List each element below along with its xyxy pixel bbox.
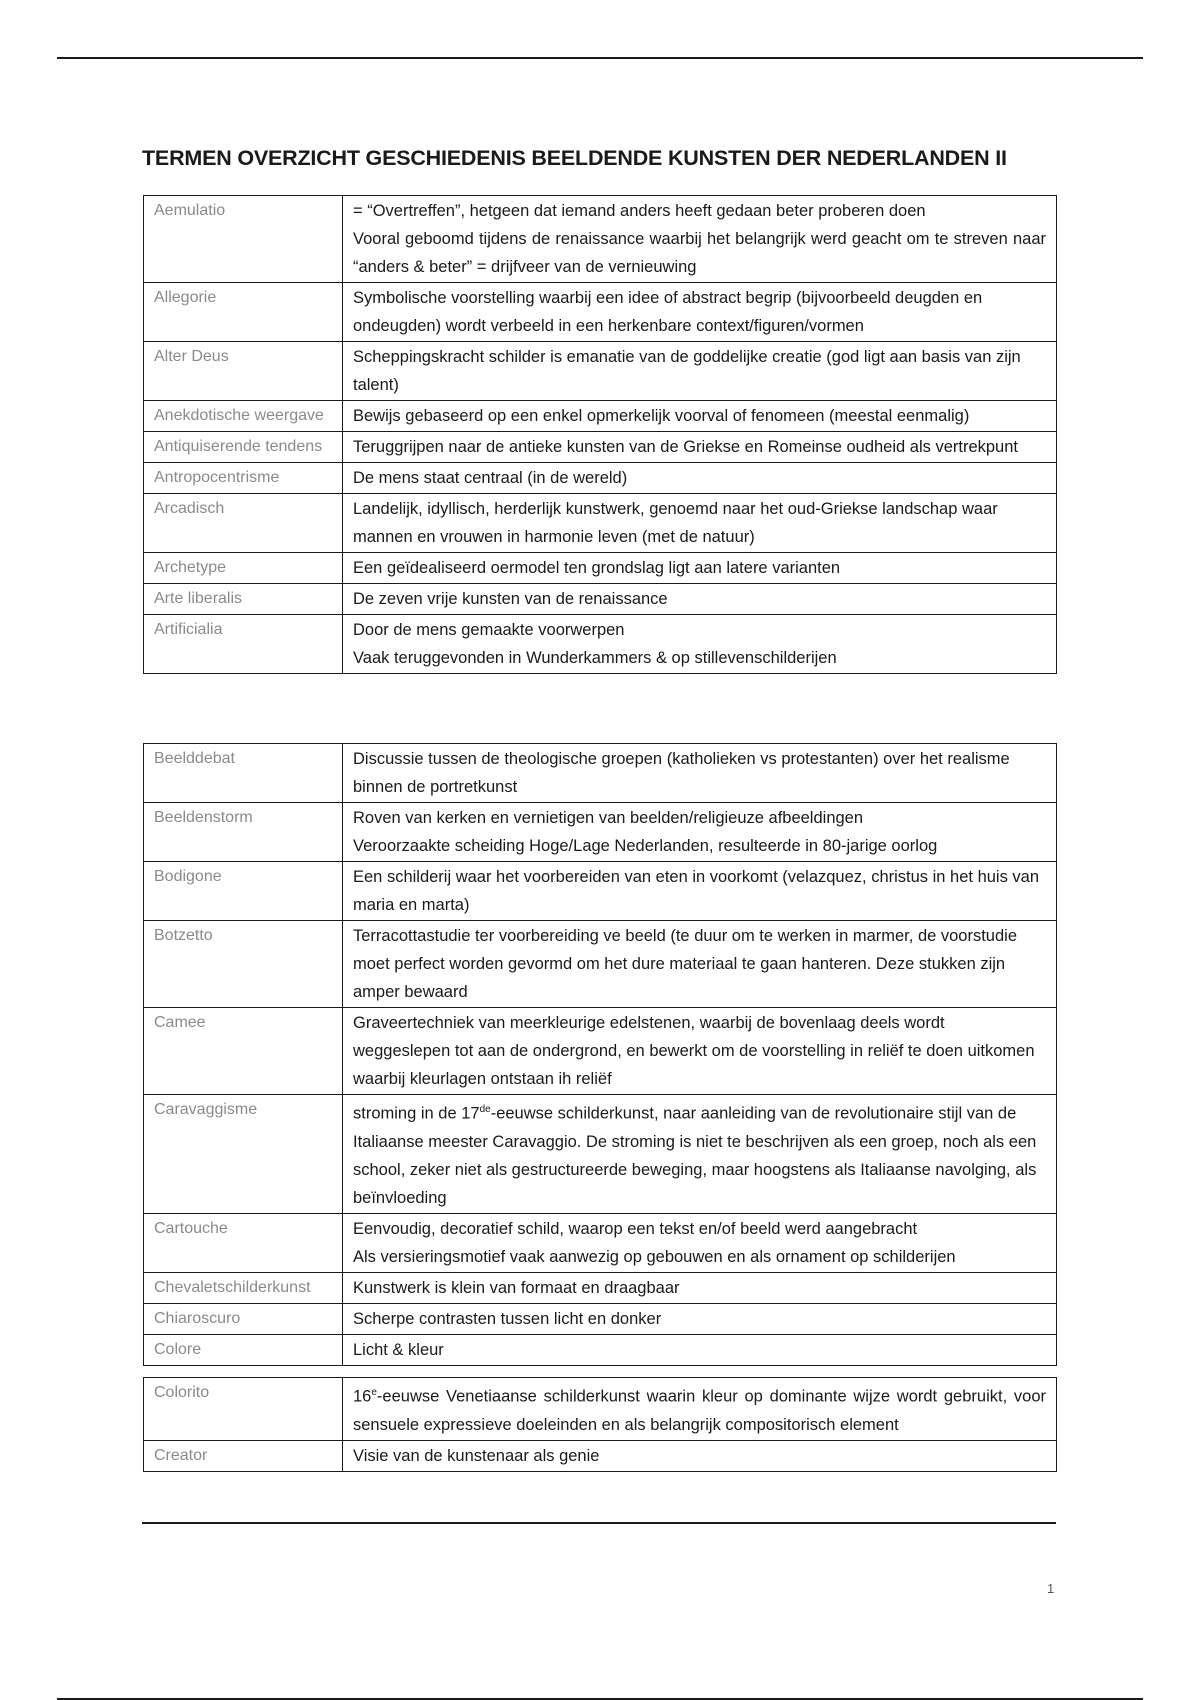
term-cell: Antiquiserende tendens: [144, 432, 343, 463]
term-cell: Colorito: [144, 1378, 343, 1441]
definition-line: Roven van kerken en vernietigen van beelden/religieuze afbeeldingen: [353, 809, 864, 827]
definition-line: Veroorzaakte scheiding Hoge/Lage Nederlanden, resulteerde in 80-jarige oorlog: [353, 837, 938, 855]
definition-cell: [343, 584, 1057, 615]
definition-line: Graveertechniek van meerkleurige edelstenen, waarbij de bovenlaag deels wordt weggeslepen tot aan de ondergrond, en bewerkt om de voorstelling in reliëf te doen uitkomen waarbij kleurlagen ontstaan ih reliëf: [353, 1014, 1035, 1088]
table-row: [144, 584, 1057, 615]
terms-table-c: [143, 1377, 1057, 1472]
table-row: [144, 803, 1057, 862]
term-cell: Creator: [144, 1440, 343, 1471]
definition-line: Visie van de kunstenaar als genie: [353, 1446, 600, 1465]
term-cell: Arcadisch: [144, 494, 343, 553]
definition-line: [353, 1096, 1046, 1212]
definition-cell: [343, 196, 1057, 283]
table-row: [144, 1303, 1057, 1334]
table-row: [144, 1008, 1057, 1095]
definition-cell: [343, 283, 1057, 342]
footer-rule: [142, 1522, 1056, 1524]
term-cell: Arte liberalis: [144, 584, 343, 615]
definition-cell: [343, 1008, 1057, 1095]
definition-line: Licht & kleur: [353, 1340, 444, 1359]
table-row: [144, 744, 1057, 803]
terms-table-a: [143, 195, 1057, 674]
definition-line: Discussie tussen de theologische groepen (katholieken vs protestanten) over het realisme binnen de portretkunst: [353, 750, 1010, 796]
definition-line: Scherpe contrasten tussen licht en donker: [353, 1309, 662, 1328]
term-cell: Bodigone: [144, 862, 343, 921]
definition-cell: [343, 862, 1057, 921]
definition-line: Vaak teruggevonden in Wunderkammers & op stillevenschilderijen: [353, 649, 837, 667]
table-row: [144, 401, 1057, 432]
definition-cell: [343, 1303, 1057, 1334]
definition-line: = “Overtreffen”, hetgeen dat iemand anders heeft gedaan beter proberen doen: [353, 202, 926, 220]
definition-cell: [343, 401, 1057, 432]
table-row: [144, 1378, 1057, 1441]
term-cell: Alter Deus: [144, 342, 343, 401]
table-row: [144, 1213, 1057, 1272]
definition-text-rest: -eeuwse schilderkunst, naar aanleiding van de revolutionaire stijl van de Italiaanse meester Caravaggio. De stroming is niet te beschrijven als een groep, noch als een school, zeker niet als gestructureerde beweging, maar hoogstens als Italiaanse navolging, als beïnvloeding: [353, 1104, 1037, 1207]
definition-line: Door de mens gemaakte voorwerpen: [353, 621, 625, 639]
term-cell: Artificialia: [144, 615, 343, 674]
term-cell: Allegorie: [144, 283, 343, 342]
definition-line: Een geïdealiseerd oermodel ten grondslag ligt aan latere varianten: [353, 559, 841, 577]
table-row: [144, 553, 1057, 584]
definition-text-start: stroming in de 17: [353, 1104, 480, 1123]
table-row: [144, 494, 1057, 553]
definition-cell: [343, 553, 1057, 584]
definition-text-start: 16: [353, 1387, 372, 1406]
definition-line: Als versieringsmotief vaak aanwezig op gebouwen en als ornament op schilderijen: [353, 1247, 956, 1266]
definition-cell: [343, 1378, 1057, 1441]
table-row: [144, 432, 1057, 463]
definition-line: Scheppingskracht schilder is emanatie van de goddelijke creatie (god ligt aan basis van zijn talent): [353, 348, 1021, 394]
table-row: [144, 463, 1057, 494]
definition-cell: [343, 921, 1057, 1008]
definition-cell: [343, 342, 1057, 401]
definition-cell: [343, 1440, 1057, 1471]
term-cell: Aemulatio: [144, 196, 343, 283]
term-cell: Beeldenstorm: [144, 803, 343, 862]
definition-line: De zeven vrije kunsten van de renaissance: [353, 590, 668, 608]
definition-cell: [343, 803, 1057, 862]
term-cell: Archetype: [144, 553, 343, 584]
definition-cell: [343, 432, 1057, 463]
table-row: [144, 342, 1057, 401]
definition-line: Kunstwerk is klein van formaat en draagbaar: [353, 1278, 680, 1297]
table-row: [144, 283, 1057, 342]
table-row: [144, 1272, 1057, 1303]
definition-line: Symbolische voorstelling waarbij een idee of abstract begrip (bijvoorbeeld deugden en ondeugden) wordt verbeeld in een herkenbare context/figuren/vormen: [353, 289, 983, 335]
definition-text-rest: -eeuwse Venetiaanse schilderkunst waarin kleur op dominante wijze wordt gebruikt, voor sensuele expressieve doeleinden en als belangrijk compositorisch element: [353, 1387, 1046, 1434]
table-row: [144, 1440, 1057, 1471]
table-row: [144, 615, 1057, 674]
definition-line: [353, 1379, 1046, 1439]
definition-line: Een schilderij waar het voorbereiden van eten in voorkomt (velazquez, christus in het huis van maria en marta): [353, 868, 1040, 914]
ordinal-suffix: de: [479, 1104, 491, 1115]
definition-line: Landelijk, idyllisch, herderlijk kunstwerk, genoemd naar het oud-Griekse landschap waar mannen en vrouwen in harmonie leven (met de natuur): [353, 500, 998, 546]
definition-cell: [343, 494, 1057, 553]
definition-cell: [343, 1272, 1057, 1303]
definition-line: De mens staat centraal (in de wereld): [353, 469, 628, 487]
term-cell: Beelddebat: [144, 744, 343, 803]
page-number: 1: [1047, 1581, 1055, 1596]
ordinal-suffix: e: [371, 1387, 377, 1398]
definition-cell: [343, 615, 1057, 674]
definition-line: Bewijs gebaseerd op een enkel opmerkelijk voorval of fenomeen (meestal eenmalig): [353, 407, 970, 425]
table-row: [144, 1095, 1057, 1214]
definition-cell: [343, 1095, 1057, 1214]
definition-line: Terracottastudie ter voorbereiding ve beeld (te duur om te werken in marmer, de voorstudie moet perfect worden gevormd om het dure materiaal te gaan hanteren. Deze stukken zijn amper bewaard: [353, 927, 1018, 1001]
term-cell: Anekdotische weergave: [144, 401, 343, 432]
term-cell: Antropocentrisme: [144, 463, 343, 494]
definition-cell: [343, 744, 1057, 803]
term-cell: Botzetto: [144, 921, 343, 1008]
page-title: TERMEN OVERZICHT GESCHIEDENIS BEELDENDE KUNSTEN DER NEDERLANDEN II: [142, 146, 1007, 170]
term-cell: Caravaggisme: [144, 1095, 343, 1214]
definition-line: Eenvoudig, decoratief schild, waarop een tekst en/of beeld werd aangebracht: [353, 1219, 918, 1238]
definition-line: Teruggrijpen naar de antieke kunsten van de Griekse en Romeinse oudheid als vertrekpunt: [353, 438, 1018, 456]
table-row: [144, 196, 1057, 283]
term-cell: Cartouche: [144, 1213, 343, 1272]
definition-line: Vooral geboomd tijdens de renaissance waarbij het belangrijk werd geacht om te streven naar “anders & beter” = drijfveer van de vernieuwing: [353, 230, 1046, 276]
term-cell: Camee: [144, 1008, 343, 1095]
term-cell: Chiaroscuro: [144, 1303, 343, 1334]
terms-table-b: [143, 743, 1057, 1366]
table-row: [144, 862, 1057, 921]
top-page-rule: [57, 57, 1143, 59]
definition-cell: [343, 1334, 1057, 1365]
term-cell: Colore: [144, 1334, 343, 1365]
term-cell: Chevaletschilderkunst: [144, 1272, 343, 1303]
definition-cell: [343, 463, 1057, 494]
definition-cell: [343, 1213, 1057, 1272]
table-row: [144, 921, 1057, 1008]
table-row: [144, 1334, 1057, 1365]
